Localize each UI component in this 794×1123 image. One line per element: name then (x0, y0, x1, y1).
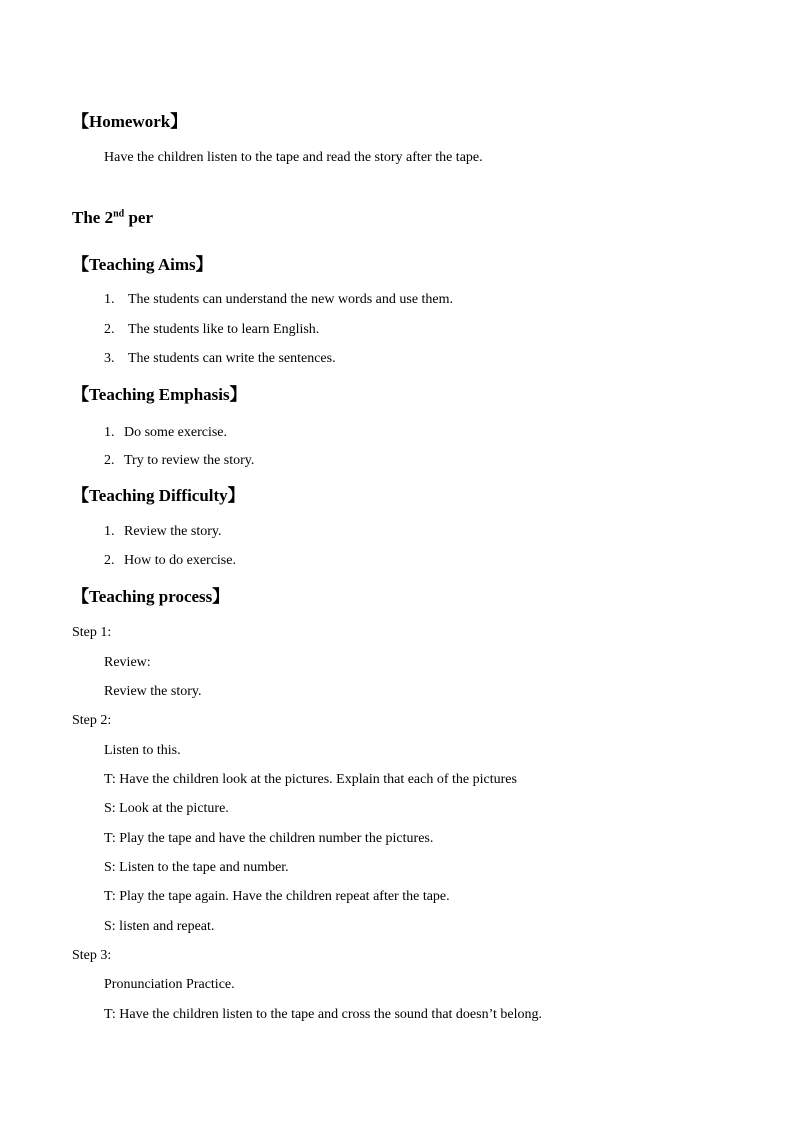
step-line: S: listen and repeat. (104, 919, 215, 934)
teaching-process-heading: 【Teaching process】 (72, 587, 230, 606)
step-line: S: Listen to the tape and number. (104, 860, 289, 875)
step-line: Review the story. (104, 684, 202, 699)
list-text: Try to review the story. (124, 453, 255, 468)
list-number: 3. (104, 351, 115, 366)
list-number: 2. (104, 453, 115, 468)
period-title (72, 208, 153, 228)
teaching-emphasis-heading: 【Teaching Emphasis】 (72, 385, 247, 404)
step-line: Pronunciation Practice. (104, 977, 235, 992)
period-superscript: nd (113, 208, 125, 220)
list-number: 2. (104, 322, 115, 337)
step-3-label: Step 3: (72, 948, 112, 963)
list-item (104, 453, 254, 469)
list-text: The students like to learn English. (128, 322, 320, 337)
list-text: The students can write the sentences. (128, 351, 336, 366)
homework-text: Have the children listen to the tape and read the story after the tape. (104, 150, 483, 165)
list-number: 2. (104, 553, 115, 568)
list-number: 1. (104, 292, 115, 307)
step-line: Review: (104, 655, 151, 670)
list-text: Do some exercise. (124, 425, 228, 440)
step-line: S: Look at the picture. (104, 801, 229, 816)
teaching-aims-heading: 【Teaching Aims】 (72, 255, 213, 274)
step-1-label: Step 1: (72, 625, 112, 640)
step-line: T: Play the tape and have the children number the pictures. (104, 831, 434, 846)
step-2-label: Step 2: (72, 713, 112, 728)
step-line: Listen to this. (104, 743, 181, 758)
step-line: T: Have the children listen to the tape and cross the sound that doesn’t belong. (104, 1007, 542, 1022)
list-item (104, 351, 336, 367)
list-text: Review the story. (124, 524, 222, 539)
list-number: 1. (104, 524, 115, 539)
list-text: The students can understand the new words and use them. (128, 292, 454, 307)
list-item (104, 524, 221, 540)
list-text: How to do exercise. (124, 553, 236, 568)
period-suffix: per (124, 208, 154, 227)
list-item (104, 425, 227, 441)
list-item (104, 292, 453, 308)
period-prefix: The 2 (72, 208, 114, 227)
list-item (104, 322, 319, 338)
homework-heading: 【Homework】 (72, 112, 188, 131)
list-number: 1. (104, 425, 115, 440)
step-line: T: Have the children look at the pictures. Explain that each of the pictures (104, 772, 517, 787)
list-item (104, 553, 236, 569)
step-line: T: Play the tape again. Have the children repeat after the tape. (104, 889, 450, 904)
teaching-difficulty-heading: 【Teaching Difficulty】 (72, 486, 245, 505)
